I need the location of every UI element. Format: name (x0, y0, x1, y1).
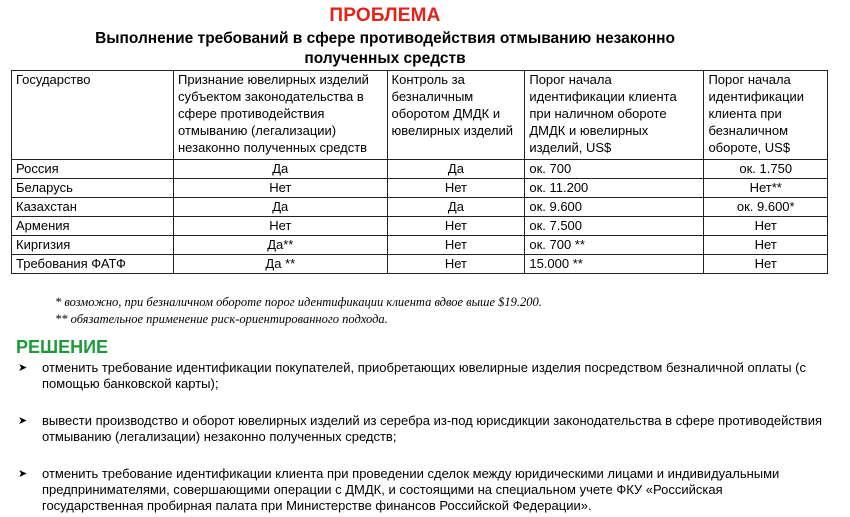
arrowhead-bullet-icon: ➤ (18, 468, 28, 480)
cell-cash-threshold: ок. 700 (525, 160, 704, 179)
footnote-single-asterisk: * возможно, при безналичном обороте порог идентификации клиента вдвое выше $19.200. (55, 295, 542, 309)
requirements-table (11, 70, 828, 274)
cell-state: Беларусь (12, 179, 174, 198)
table-row (12, 160, 828, 179)
cell-recognition: Да (174, 160, 388, 179)
solution-item-text: отменить требование идентификации покупателей, приобретающих ювелирные изделия посредством безналичной оплаты (с помощью банковской карты); (42, 360, 807, 391)
cell-state: Казахстан (12, 198, 174, 217)
cell-control: Нет (387, 217, 525, 236)
cell-cash-threshold: ок. 7.500 (525, 217, 704, 236)
header-control: Контроль за безналичным оборотом ДМДК и ювелирных изделий (387, 71, 525, 160)
table-row (12, 217, 828, 236)
arrowhead-bullet-icon: ➤ (18, 415, 28, 427)
cell-recognition: Да (174, 198, 388, 217)
footnote-double-asterisk: ** обязательное применение риск-ориентированного подхода. (55, 312, 388, 326)
list-item (16, 360, 826, 392)
cell-state: Требования ФАТФ (12, 255, 174, 274)
solution-item-text: отменить требование идентификации клиента при проведении сделок между юридическими лицами и индивидуальными предпринимателями, совершающими операции с ДМДК, и состоящими на специальном учете ФКУ «Российская государственная пробирная палата при Министерстве финансов Российской Федерации». (42, 466, 780, 513)
cell-cashless-threshold: Нет (704, 236, 828, 255)
cell-control: Нет (387, 236, 525, 255)
cell-cashless-threshold: Нет (704, 217, 828, 236)
cell-cashless-threshold: Нет** (704, 179, 828, 198)
cell-cash-threshold: 15.000 ** (525, 255, 704, 274)
arrowhead-bullet-icon: ➤ (18, 362, 28, 374)
cell-recognition: Нет (174, 179, 388, 198)
header-state: Государство (12, 71, 174, 160)
cell-control: Нет (387, 179, 525, 198)
cell-cash-threshold: ок. 9.600 (525, 198, 704, 217)
cell-cash-threshold: ок. 700 ** (525, 236, 704, 255)
header-cash-threshold: Порог начала идентификации клиента при наличном обороте ДМДК и ювелирных изделий, US$ (525, 71, 704, 160)
header-recognition: Признание ювелирных изделий субъектом законодательства в сфере противодействия отмыванию (легализации) незаконно полученных средств (174, 71, 388, 160)
header-cashless-threshold: Порог начала идентификации клиента при безналичном обороте, US$ (704, 71, 828, 160)
cell-recognition: Да ** (174, 255, 388, 274)
cell-cash-threshold: ок. 11.200 (525, 179, 704, 198)
list-item (16, 466, 826, 514)
table-row (12, 236, 828, 255)
cell-state: Киргизия (12, 236, 174, 255)
cell-cashless-threshold: Нет (704, 255, 828, 274)
cell-recognition: Да** (174, 236, 388, 255)
cell-cashless-threshold: ок. 9.600* (704, 198, 828, 217)
problem-subtitle: Выполнение требований в сфере противодействия отмыванию незаконно полученных средств (95, 30, 675, 67)
table-row (12, 255, 828, 274)
list-item (16, 413, 826, 445)
cell-state: Армения (12, 217, 174, 236)
solution-title: РЕШЕНИЕ (16, 337, 109, 357)
cell-state: Россия (12, 160, 174, 179)
cell-recognition: Нет (174, 217, 388, 236)
cell-control: Да (387, 198, 525, 217)
solution-item-text: вывести производство и оборот ювелирных изделий из серебра из-под юрисдикции законодательства в сфере противодействия отмыванию (легализации) незаконно полученных средств; (42, 413, 823, 444)
table-row (12, 179, 828, 198)
problem-title: ПРОБЛЕМА (329, 5, 441, 26)
table-row (12, 198, 828, 217)
cell-control: Да (387, 160, 525, 179)
cell-control: Нет (387, 255, 525, 274)
table-header-row (12, 71, 828, 160)
solution-list (16, 360, 826, 514)
footnotes (55, 294, 542, 328)
cell-cashless-threshold: ок. 1.750 (704, 160, 828, 179)
